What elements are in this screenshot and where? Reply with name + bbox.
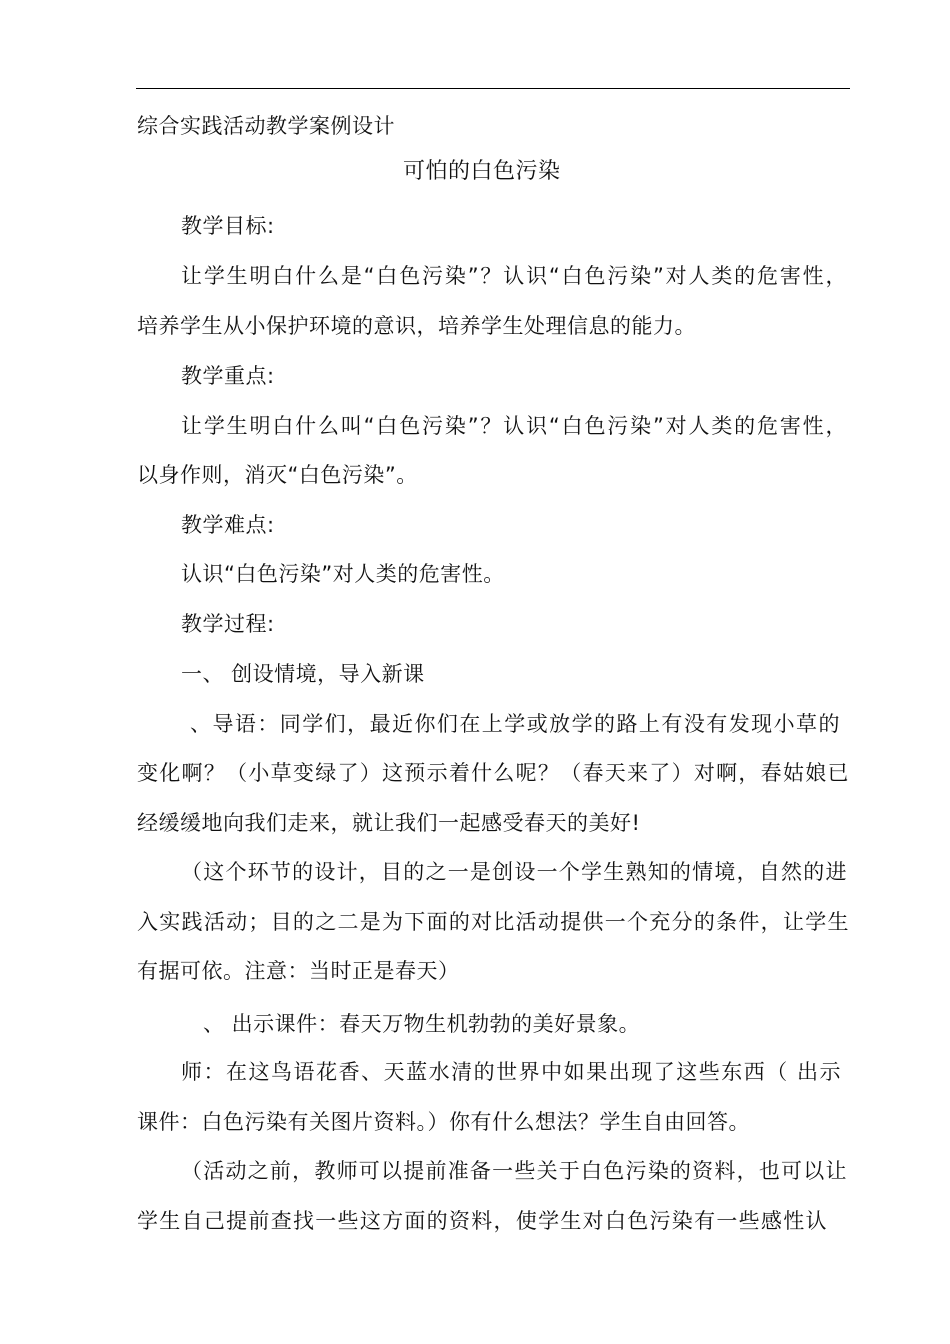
heading-teaching-difficulty: 教学难点: bbox=[181, 513, 275, 537]
heading-teaching-goals: 教学目标: bbox=[181, 214, 275, 238]
document-header: 综合实践活动教学案例设计 bbox=[137, 114, 395, 138]
paragraph-line: 师：在这鸟语花香、天蓝水清的世界中如果出现了这些东西（ 出示 bbox=[181, 1060, 841, 1084]
paragraph-line: 学生自己提前查找一些这方面的资料，使学生对白色污染有一些感性认 bbox=[137, 1209, 827, 1233]
paragraph-line: 让学生明白什么是“白色污染”？认识“白色污染”对人类的危害性， bbox=[181, 264, 847, 288]
paragraph-line: 课件：白色污染有关图片资料。）你有什么想法？学生自由回答。 bbox=[137, 1110, 750, 1134]
heading-teaching-process: 教学过程: bbox=[181, 612, 275, 636]
paragraph-line: （活动之前，教师可以提前准备一些关于白色污染的资料，也可以让 bbox=[181, 1159, 847, 1183]
document-title: 可怕的白色污染 bbox=[403, 159, 561, 184]
paragraph-line: 变化啊？（小草变绿了）这预示着什么呢？（春天来了）对啊，春姑娘已 bbox=[137, 761, 849, 785]
paragraph-line: 、 出示课件：春天万物生机勃勃的美好景象。 bbox=[203, 1012, 641, 1036]
header-rule bbox=[136, 88, 850, 89]
paragraph-line: （这个环节的设计，目的之一是创设一个学生熟知的情境，自然的进 bbox=[181, 860, 847, 884]
paragraph-line: 入实践活动；目的之二是为下面的对比活动提供一个充分的条件，让学生 bbox=[137, 910, 849, 934]
section-heading: 一、 创设情境，导入新课 bbox=[181, 662, 425, 686]
paragraph-line: 有据可依。注意：当时正是春天） bbox=[137, 959, 460, 983]
paragraph-line: 经缓缓地向我们走来，就让我们一起感受春天的美好! bbox=[137, 811, 641, 835]
paragraph-line: 让学生明白什么叫“白色污染”？认识“白色污染”对人类的危害性， bbox=[181, 414, 847, 438]
heading-teaching-focus: 教学重点: bbox=[181, 364, 275, 388]
paragraph-line: 、导语：同学们，最近你们在上学或放学的路上有没有发现小草的 bbox=[190, 712, 840, 736]
paragraph-line: 培养学生从小保护环境的意识，培养学生处理信息的能力。 bbox=[137, 314, 696, 338]
paragraph-line: 认识“白色污染”对人类的危害性。 bbox=[181, 562, 505, 586]
paragraph-line: 以身作则，消灭“白色污染”。 bbox=[137, 463, 418, 487]
